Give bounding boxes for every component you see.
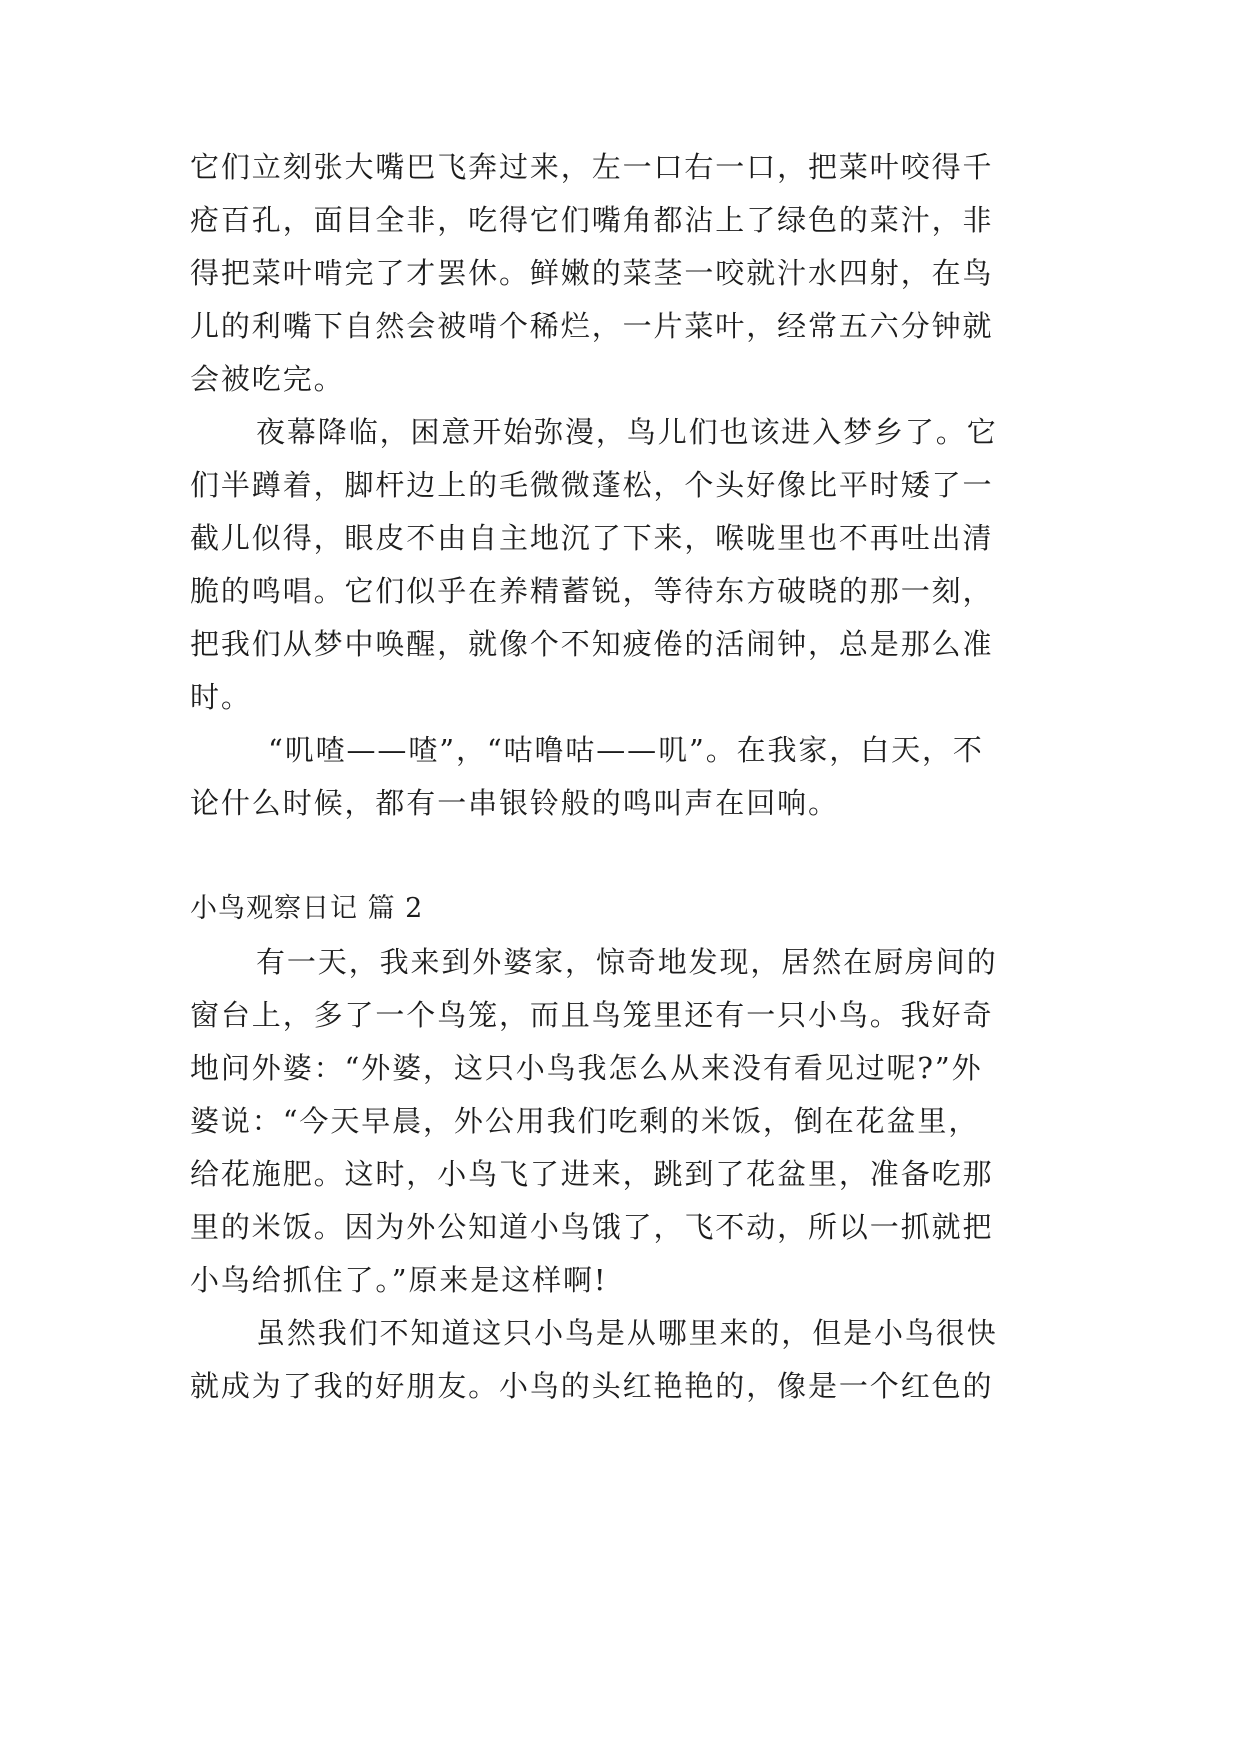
paragraph-line: 小鸟给抓住了。”原来是这样啊!	[190, 1263, 608, 1297]
section-heading: 小鸟观察日记 篇 2	[190, 893, 424, 924]
paragraph-line: 里的米饭。因为外公知道小鸟饿了，飞不动，所以一抓就把	[190, 1210, 994, 1244]
paragraph-line: 虽然我们不知道这只小鸟是从哪里来的，但是小鸟很快	[256, 1316, 998, 1350]
paragraph-line: 会被吃完。	[190, 362, 345, 396]
paragraph-line: 夜幕降临，困意开始弥漫，鸟儿们也该进入梦乡了。它	[256, 415, 998, 449]
paragraph-line: 给花施肥。这时，小鸟飞了进来，跳到了花盆里，准备吃那	[190, 1157, 994, 1191]
paragraph-line: 有一天，我来到外婆家，惊奇地发现，居然在厨房间的	[256, 945, 998, 979]
paragraph-line: 得把菜叶啃完了才罢休。鲜嫩的菜茎一咬就汁水四射，在鸟	[190, 256, 994, 290]
paragraph-line: 脆的鸣唱。它们似乎在养精蓄锐，等待东方破晓的那一刻，	[190, 574, 994, 608]
paragraph-line: 地问外婆：“外婆，这只小鸟我怎么从来没有看见过呢?”外	[190, 1051, 983, 1085]
paragraph-line: “叽喳——喳”，“咕噜咕——叽”。在我家，白天，不	[268, 733, 984, 767]
paragraph-line: 婆说：“今天早晨，外公用我们吃剩的米饭，倒在花盆里，	[190, 1104, 980, 1138]
paragraph-line: 论什么时候，都有一串银铃般的鸣叫声在回响。	[190, 786, 839, 820]
paragraph-line: 截儿似得，眼皮不由自主地沉了下来，喉咙里也不再吐出清	[190, 521, 994, 555]
paragraph-line: 就成为了我的好朋友。小鸟的头红艳艳的，像是一个红色的	[190, 1369, 994, 1403]
paragraph-line: 把我们从梦中唤醒，就像个不知疲倦的活闹钟，总是那么准	[190, 627, 994, 661]
paragraph-line: 时。	[190, 680, 252, 714]
paragraph-line: 疮百孔，面目全非，吃得它们嘴角都沾上了绿色的菜汁，非	[190, 203, 994, 237]
paragraph-line: 窗台上，多了一个鸟笼，而且鸟笼里还有一只小鸟。我好奇	[190, 998, 994, 1032]
paragraph-line: 它们立刻张大嘴巴飞奔过来，左一口右一口，把菜叶咬得千	[190, 150, 994, 184]
paragraph-line: 们半蹲着，脚杆边上的毛微微蓬松，个头好像比平时矮了一	[190, 468, 994, 502]
paragraph-line: 儿的利嘴下自然会被啃个稀烂，一片菜叶，经常五六分钟就	[190, 309, 994, 343]
